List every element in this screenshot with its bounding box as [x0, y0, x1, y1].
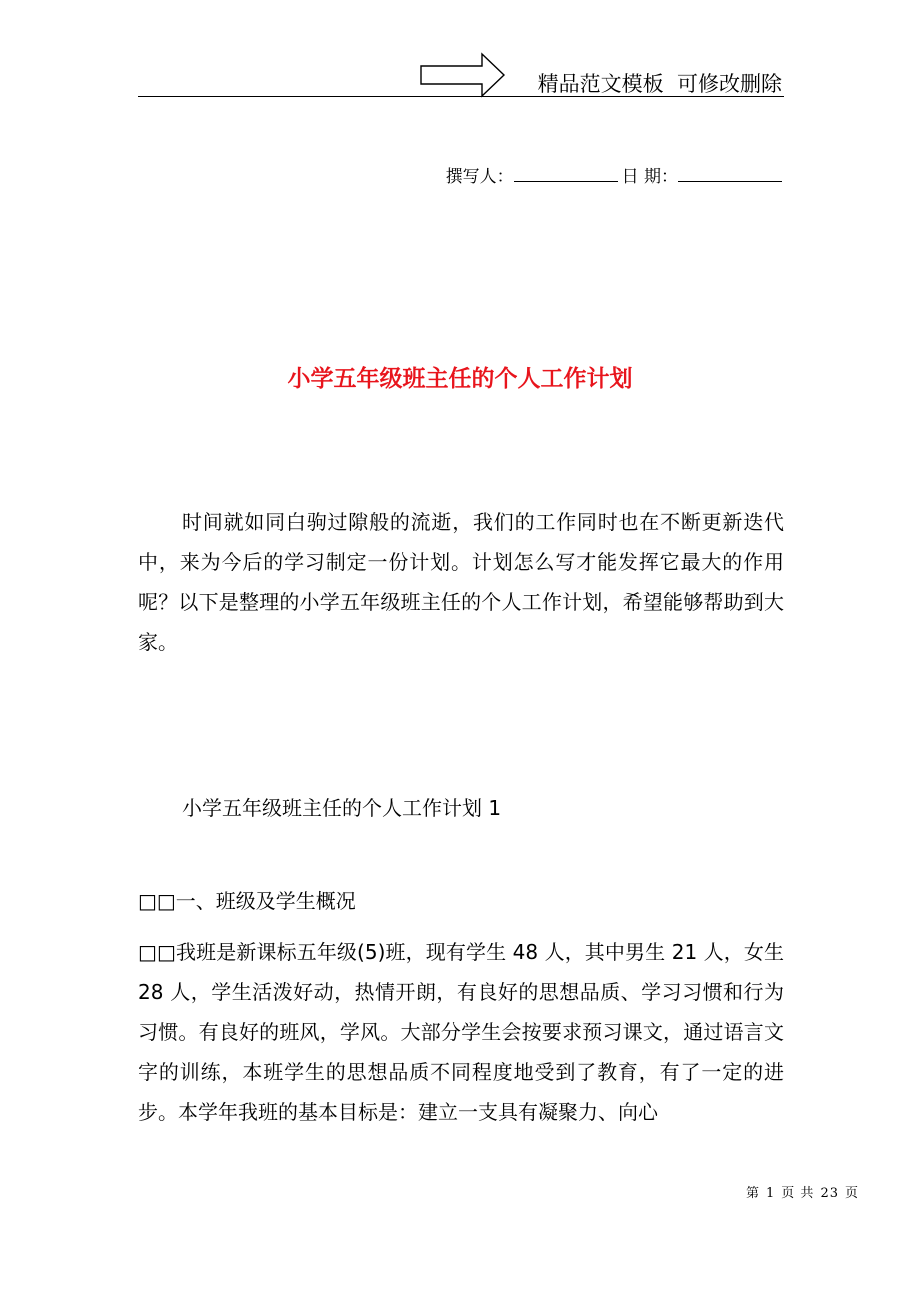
- page-total: 23: [820, 1186, 839, 1201]
- author-label: 撰写人：: [445, 167, 514, 187]
- page-mid: 页 共: [781, 1186, 815, 1201]
- page-suffix: 页: [844, 1186, 859, 1201]
- page-footer: [743, 1182, 862, 1201]
- section-heading: □□一、班级及学生概况: [138, 889, 356, 913]
- header-divider: [138, 96, 784, 97]
- author-blank: [514, 167, 618, 182]
- date-blank: [678, 167, 782, 182]
- date-label: 日 期：: [621, 167, 678, 187]
- section-body-paragraph: □□我班是新课标五年级(5)班，现有学生 48 人，其中男生 21 人，女生 28 人，学生活泼好动，热情开朗，有良好的思想品质、学习习惯和行为习惯。有良好的班风，学风。大部分学生会按要求预习课文，通过语言文字的训练，本班学生的思想品质不同程度地受到了教育，有了一定的进步。本学年我班的基本目标是：建立一支具有凝聚力、向心: [138, 940, 784, 1124]
- document-title: 小学五年级班主任的个人工作计划: [287, 366, 633, 392]
- page-number: 1: [766, 1186, 776, 1201]
- intro-paragraph: 时间就如同白驹过隙般的流逝，我们的工作同时也在不断更新迭代中，来为今后的学习制定一份计划。计划怎么写才能发挥它最大的作用呢？以下是整理的小学五年级班主任的个人工作计划，希望能够帮助到大家。: [138, 510, 784, 654]
- page-prefix: 第: [746, 1186, 761, 1201]
- author-date-line: [446, 162, 782, 187]
- header-template-label: 精品范文模板 可修改删除: [537, 72, 782, 96]
- section-subtitle: 小学五年级班主任的个人工作计划 1: [182, 796, 502, 820]
- arrow-icon: [420, 52, 506, 98]
